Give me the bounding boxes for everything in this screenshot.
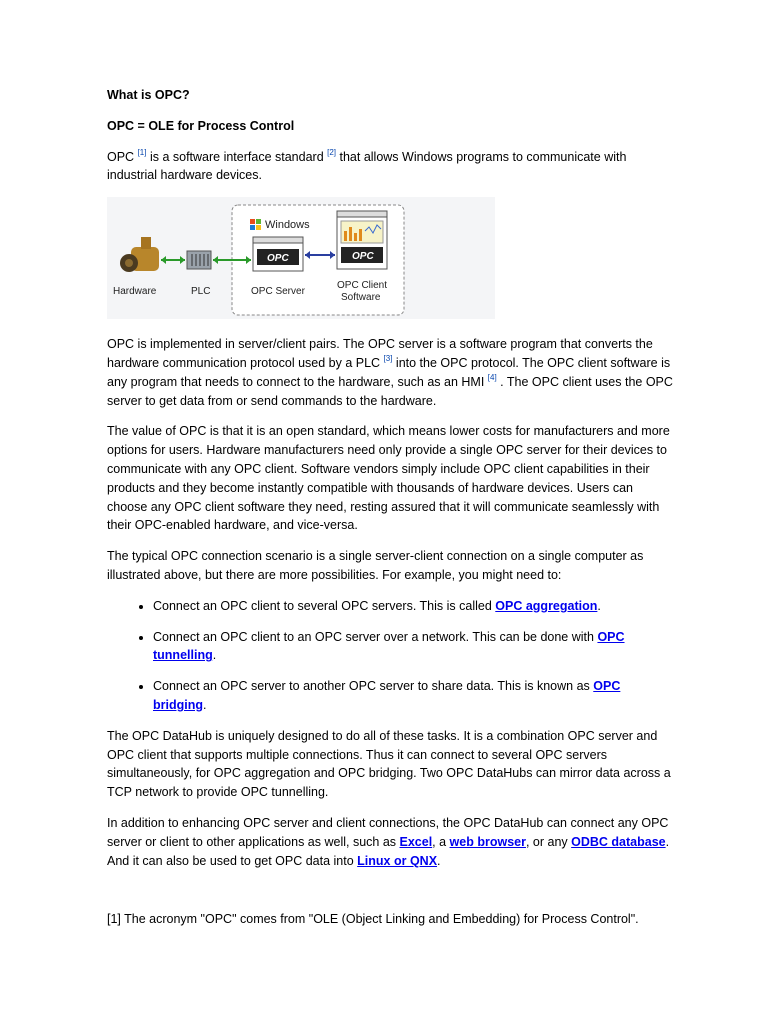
bullet-end: . [212,648,217,663]
possibilities-list [107,597,673,715]
scenario-paragraph: The typical OPC connection scenario is a single server-client connection on a single computer as illustrated above, but there are more possibilities. For example, you might need to: [107,549,644,582]
para6-text-4: . And it can also be used to get OPC data into [107,834,670,868]
plc-icon [187,251,211,269]
page-title: What is OPC? [107,88,190,102]
para2-text-1: OPC is implemented in server/client pairs. The OPC server is a software program that converts the hardware communication protocol used by a PLC [107,337,653,370]
value-paragraph: The value of OPC is that it is an open standard, which means lower costs for manufacturers and more options for users. Hardware manufacturers need only provide a single OPC server for their devices to communicate with any OPC client. Software vendors simply include OPC client capabilities in their products and they become instantly compatible with thousands of hardware devices. Users can choose any OPC client software they need, resting assured that it will communicate seamlessly with their OPC-enabled hardware, and vice-versa. [107,424,670,533]
para6-text-3: , or any [525,834,572,849]
ref-4[interactable]: [4] [487,372,497,382]
para6-text-2: , a [432,834,450,849]
integration-paragraph [107,814,673,870]
ref-2[interactable]: [2] [327,147,337,157]
intro-text-2: is a software interface standard [146,149,328,164]
opc-bridging-link[interactable]: OPC bridging [153,679,621,712]
server-opc-badge: OPC [267,253,289,265]
list-item [153,597,673,616]
opc-server-label: OPC Server [251,286,305,298]
para6-text-5: . [437,853,441,868]
ref-1[interactable]: [1] [137,147,147,157]
odbc-database-link[interactable]: ODBC database [571,834,666,849]
opc-client-label-2: Software [341,292,381,304]
server-client-paragraph [107,335,673,410]
datahub-paragraph: The OPC DataHub is uniquely designed to do all of these tasks. It is a combination OPC server and OPC client that supports multiple connections. Thus it can connect to several OPC servers simultaneously, for OPC aggregation and OPC bridging. Two OPC DataHubs can mirror data across a TCP network to provide OPC tunnelling. [107,728,671,800]
bullet-text: Connect an OPC server to another OPC server to share data. This is known as [153,679,594,694]
opc-client-label-1: OPC Client [337,280,388,292]
ref-3[interactable]: [3] [383,353,393,363]
intro-text-1: OPC [107,149,138,164]
document-body [107,86,673,941]
para6-text-1: In addition to enhancing OPC server and client connections, the OPC DataHub can connect any OPC server or client to other applications as well, such as [107,815,669,849]
page-subtitle: OPC = OLE for Process Control [107,118,295,133]
bullet-text: Connect an OPC client to an OPC server over a network. This can be done with [153,629,598,644]
bullet-end: . [203,697,207,712]
opc-diagram [107,197,495,319]
list-item [153,628,673,666]
para2-text-2: into the OPC protocol. The OPC client software is any program that needs to connect to the hardware, such as an HMI [107,355,671,389]
bullet-text: Connect an OPC client to several OPC servers. This is called [153,598,496,613]
linux-qnx-link[interactable]: Linux or QNX [357,853,438,868]
bullet-end: . [597,598,601,613]
opc-aggregation-link[interactable]: OPC aggregation [495,598,598,613]
opc-diagram-svg [107,197,495,319]
excel-link[interactable]: Excel [399,834,433,849]
intro-text-3: that allows Windows programs to communicate with industrial hardware devices. [107,149,627,183]
para2-text-3: . The OPC client uses the OPC server to get data from or send commands to the hardware. [107,374,673,408]
opc-tunnelling-link[interactable]: OPC tunnelling [153,629,625,663]
client-opc-badge: OPC [352,251,374,263]
intro-paragraph [107,148,673,186]
footnote: [1] The acronym "OPC" comes from "OLE (Object Linking and Embedding) for Process Control". [107,912,639,927]
hardware-label: Hardware [113,286,157,298]
windows-label: Windows [265,219,310,232]
plc-label: PLC [191,286,211,298]
web-browser-link[interactable]: web browser [449,834,526,849]
list-item [153,677,673,715]
